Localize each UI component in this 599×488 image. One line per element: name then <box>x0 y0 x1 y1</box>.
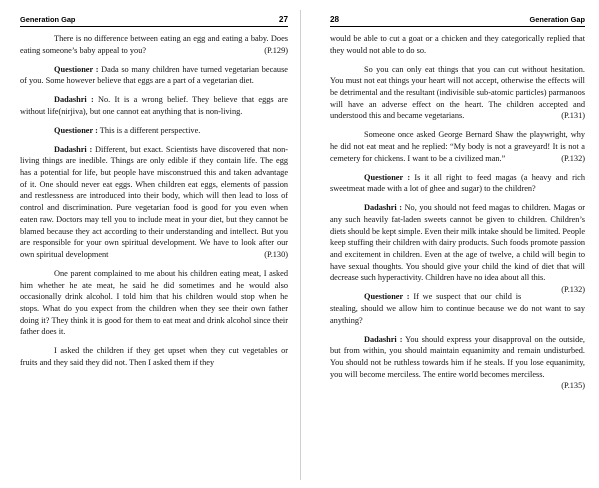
left-running-head <box>20 15 288 27</box>
speaker-label: Dadashri : <box>364 203 403 213</box>
page-reference: (P.130) <box>264 250 288 259</box>
paragraph-text: This is a different perspective. <box>97 125 201 135</box>
left-page-number: 27 <box>278 15 288 24</box>
paragraph <box>20 94 288 117</box>
page-reference: (P.135) <box>561 381 585 391</box>
paragraph-text: Someone once asked George Bernard Shaw the playwright, why he did not eat meat and he replied: “My body is not a graveyard! It is not a cemetery for chickens. I want to be a civilized man.” <box>330 130 585 163</box>
paragraph-text: Different, but exact. Scientists have discovered that non-living things are inedible. Things are only edible if they contain life. The egg has a potential for life, but people have misconstrued this and taken advantage of it. One should never eat eggs. When children eat eggs, elements of passion and restlessness are introduced into their body, which will then lead to loss of control and discrimination. Pure vegetarian food is good for you even when eaten raw. Doctors may tell you to include meat in your diet, but they cannot be blamed because they act according to their understanding and intellect. But you are responsible for your own spiritual development. We have to look after our own spiritual development <box>20 144 289 259</box>
paragraph <box>330 202 585 295</box>
right-header-title: Generation Gap <box>529 15 585 24</box>
paragraph <box>330 334 585 391</box>
page-reference: (P.129) <box>264 45 288 55</box>
right-running-head <box>330 15 585 27</box>
paragraph <box>330 291 585 326</box>
paragraph-text: One parent complained to me about his children eating meat, I asked him whether he ate meat, he said he did sometimes and he would also occasionally drink alcohol. I told him that his children would stop when he stops. What do you expect from the children when they see their own father doing it? They think it is good for them to eat meat and drink alcohol since their father does it. <box>20 268 288 337</box>
paragraph-text: Dada so many children have turned vegetarian because of you. Some however believe that eggs are a part of a vegetarian diet. <box>20 64 288 86</box>
left-header-title: Generation Gap <box>20 15 76 24</box>
paragraph <box>330 33 585 56</box>
paragraph <box>330 64 585 123</box>
speaker-label: Dadashri : <box>364 334 403 344</box>
paragraph-text: would be able to cut a goat or a chicken and they categorically replied that they would not able to do so. <box>330 34 585 55</box>
paragraph-text: So you can only eat things that you can cut without hesitation. You must not eat things your heart will not accept, otherwise the effects will be detrimental and the resultant (indivisible sub-atomic particles) parmanoos will have an adverse effect on the heart. The children accepted and understood this and became vegetarians. <box>330 64 585 121</box>
page-reference: (P.131) <box>561 111 585 121</box>
left-body-text <box>20 33 288 369</box>
right-page-number: 28 <box>330 15 340 24</box>
paragraph-text: You should express your disapproval on the outside, but from within, you should maintain equanimity and remain undisturbed. You should not be ruthless towards him if he steals. If you lose equanimity, you will become merciless. The entire world becomes merciless. <box>330 334 585 379</box>
paragraph-text: No. It is a wrong belief. They believe that eggs are without life(nirjiva), but one cannot eat anything that is non-living. <box>20 95 288 116</box>
page-reference: (P.132) <box>561 153 585 163</box>
speaker-label: Dadashri : <box>54 144 93 154</box>
right-body-text <box>330 33 585 391</box>
paragraph <box>330 172 585 195</box>
right-page <box>300 0 599 488</box>
paragraph-text: If we suspect that our child is stealing, should we allow him to continue because we do not want to say anything? <box>330 292 585 325</box>
paragraph-text: I asked the children if they get upset when they cut vegetables or fruits and they said they did not. Then I asked them if they <box>20 346 288 367</box>
paragraph <box>330 129 585 164</box>
page-reference: (P.132) <box>561 285 585 295</box>
paragraph <box>20 33 288 56</box>
speaker-label: Questioner : <box>54 64 99 74</box>
paragraph-text: No, you should not feed magas to children. Magas or any such heavily fat-laden sweets cannot be given to children. Children’s diets should be kept simple. Even their milk intake should be limited. People keep stuffing their children with dairy products. Such foods promote passion and excitement in children. Even at the age of twelve, a child will begin to have sexual thoughts. You should give your child the kind of diet that will decrease such hyperactivity. Children have no idea about all this. <box>330 203 585 283</box>
paragraph-text: There is no difference between eating an egg and eating a baby. Does eating someone’s baby appeal to you? <box>20 34 288 55</box>
speaker-label: Questioner : <box>54 125 98 135</box>
paragraph <box>20 64 288 87</box>
paragraph <box>20 268 288 338</box>
speaker-label: Dadashri : <box>54 95 94 105</box>
paragraph-text: Is it all right to feed magas (a heavy and rich sweetmeat made with a lot of ghee and sugar) to the children? <box>330 172 585 194</box>
paragraph <box>20 125 288 137</box>
speaker-label: Questioner : <box>364 292 410 302</box>
speaker-label: Questioner : <box>364 172 411 182</box>
paragraph <box>20 144 288 261</box>
paragraph <box>20 345 288 368</box>
